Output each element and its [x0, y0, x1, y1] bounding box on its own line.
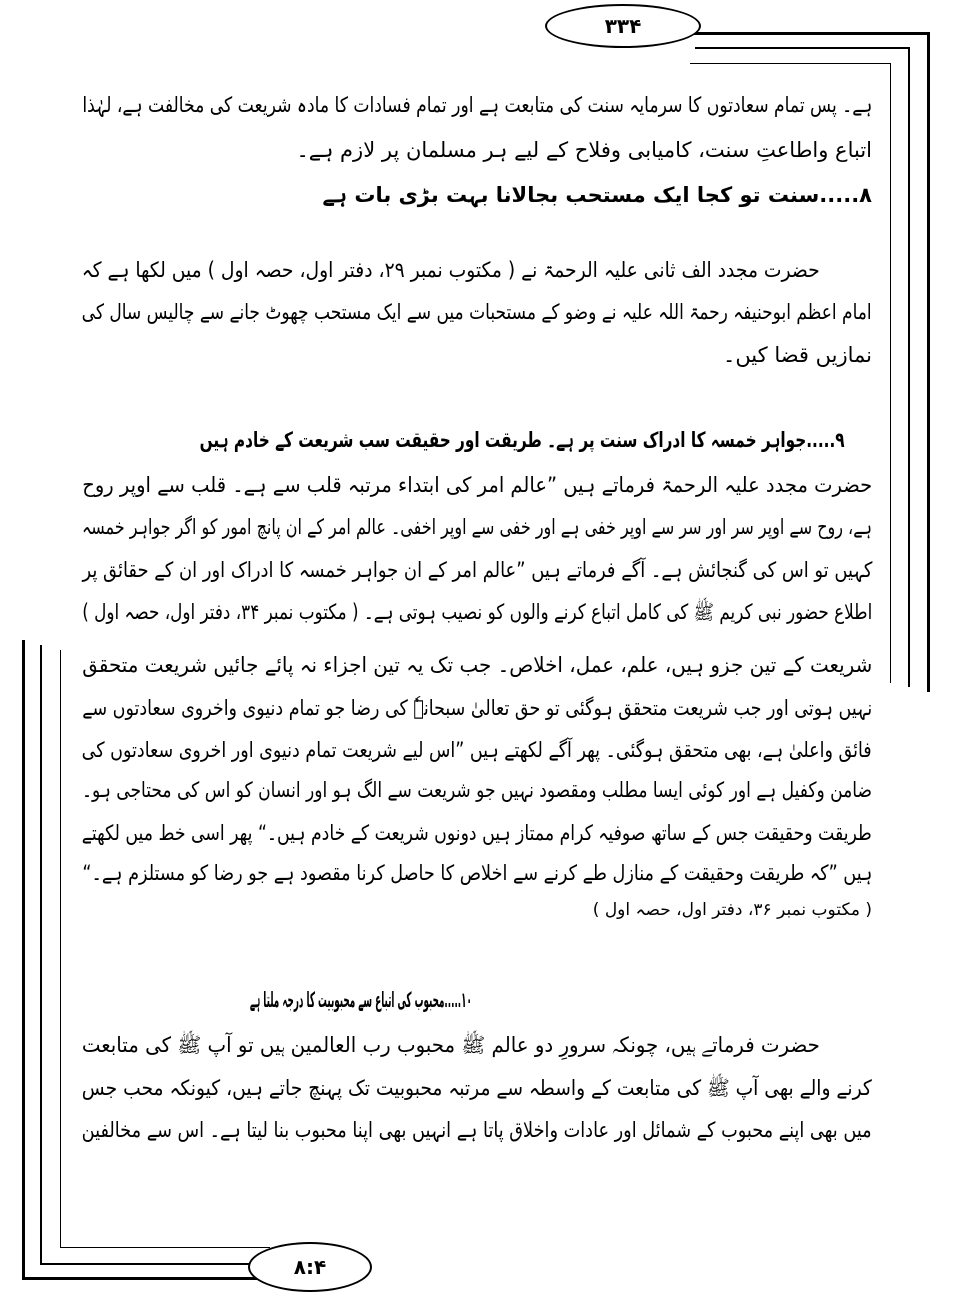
frame-line — [690, 63, 891, 64]
text-line: ہیں ”کہ طریقت وحقیقت کے منازل طے کرنے سے اخلاص کا حاصل کرنا مقصود ہے جو رضا کو مستلزم ہے۔“ — [82, 861, 872, 885]
text-line: حضرت مجدد علیہ الرحمۃ فرماتے ہیں ”عالم امر کی ابتداء مرتبہ قلب سے ہے۔ قلب سے اوپر روح — [82, 473, 872, 497]
text-line: حضرت فرماتے ہیں، چونکہ سرورِ دو عالم ﷺ محبوب رب العالمین ہیں تو آپ ﷺ کی متابعت — [82, 1033, 820, 1057]
frame-line — [40, 1263, 255, 1265]
text-line: اتباع واطاعتِ سنت، کامیابی وفلاح کے لیے ہر مسلمان پر لازم ہے۔ — [296, 138, 872, 162]
text-line: کہیں تو اس کی گنجائش ہے۔ آگے فرماتے ہیں ”عالم امر کے ان جواہر خمسہ کا ادراک اور ان کے حقائق پر — [82, 558, 872, 582]
text-line: ہے۔ پس تمام سعادتوں کا سرمایہ سنت کی متابعت ہے اور تمام فسادات کا مادہ شریعت کی مخالفت ہے، لہٰذا — [82, 93, 872, 117]
text-line: طریقت وحقیقت جس کے ساتھ صوفیہ کرام ممتاز ہیں دونوں شریعت کے خادم ہیں۔“ پھر اسی خط میں لکھتے — [82, 821, 872, 845]
text-line: نہیں ہوتی اور جب شریعت متحقق ہوگئی تو حق تعالیٰ سبحانہٗ کی رضا جو تمام دنیوی واخروی سعادتوں سے — [82, 696, 872, 720]
text-line: ضامن وکفیل ہے اور کوئی ایسا مطلب ومقصود نہیں جو شریعت سے الگ ہو اور انسان کو اس کی محتاجی ہو۔ — [82, 778, 872, 802]
frame-line — [60, 1247, 270, 1248]
section-heading-9: ۹.....جواہر خمسہ کا ادراک سنت پر ہے۔ طریقت اور حقیقت سب شریعت کے خادم ہیں — [200, 428, 845, 452]
frame-line — [890, 63, 891, 683]
frame-line — [927, 32, 930, 692]
text-line: نمازیں قضا کیں۔ — [723, 343, 872, 367]
frame-line — [22, 1277, 262, 1280]
text-line: ہے، روح سے اوپر سر اور سر سے اوپر خفی ہے اور خفی سے اوپر اخفی۔ عالم امر کے ان پانچ امور کو اگر جواہر خمسہ — [82, 515, 872, 539]
frame-line — [908, 47, 910, 687]
citation: ( مکتوب نمبر ۳۶، دفتر اول، حصہ اول ) — [592, 900, 872, 920]
text-line: کرنے والے بھی آپ ﷺ کی متابعت کے واسطہ سے مرتبہ محبوبیت تک پہنچ جاتے ہیں، کیونکہ محب جس — [82, 1076, 872, 1100]
section-heading-8: ۸.....سنت تو کجا ایک مستحب بجالانا بہت بڑی بات ہے — [322, 183, 872, 207]
section-heading-10: ۱۰.....محبوب کی اتباع سے محبوبیت کا درجہ ملتا ہے — [250, 988, 472, 1012]
text-line: اطلاع حضور نبی کریم ﷺ کی کامل اتباع کرنے والوں کو نصیب ہوتی ہے۔ ( مکتوب نمبر ۳۴، دفتر اول، حصہ اول ) — [82, 600, 873, 624]
text-line: شریعت کے تین جزو ہیں، علم، عمل، اخلاص۔ جب تک یہ تین اجزاء نہ پائے جائیں شریعت متحقق — [82, 653, 872, 677]
page-number-bottom: ۸:۴ — [248, 1242, 372, 1292]
text-line: میں بھی اپنے محبوب کے شمائل اور عادات واخلاق پاتا ہے انہیں بھی اپنا محبوب بنا لیتا ہے۔ اس سے مخالفین — [82, 1118, 872, 1142]
frame-line — [690, 32, 930, 35]
page-number-top: ۳۳۴ — [545, 4, 701, 48]
text-line: امام اعظم ابوحنیفہ رحمۃ اللہ علیہ نے وضو کے مستحبات میں سے ایک مستحب چھوٹ جانے سے چالیس سال کی — [82, 300, 872, 324]
frame-line — [695, 47, 910, 49]
text-line: حضرت مجدد الف ثانی علیہ الرحمۃ نے ( مکتوب نمبر ۲۹، دفتر اول، حصہ اول ) میں لکھا ہے کہ — [82, 258, 820, 282]
text-line: فائق واعلیٰ ہے، بھی متحقق ہوگئی۔ پھر آگے لکھتے ہیں ”اس لیے شریعت تمام دنیوی اور اخروی سعادتوں کی — [82, 738, 872, 762]
